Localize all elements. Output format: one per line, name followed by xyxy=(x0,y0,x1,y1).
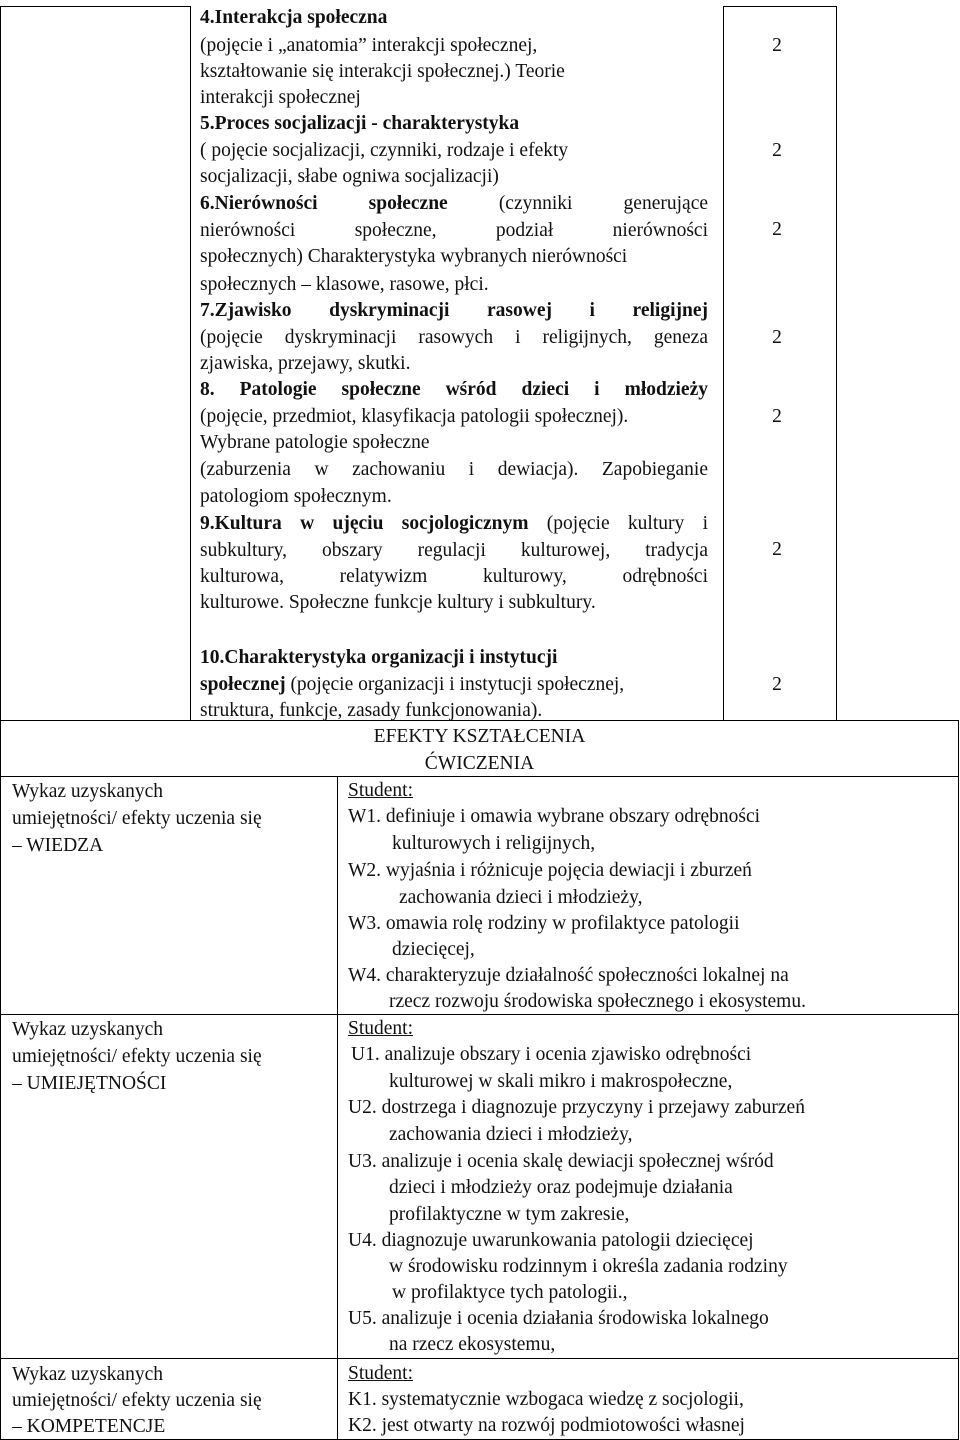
wiedza-effect-line: zachowania dzieci i młodzieży, xyxy=(399,887,643,908)
topic-4-line-1: 4.Interakcja społeczna xyxy=(200,7,388,28)
wiedza-effect-line: rzecz rozwoju środowiska społecznego i ekosystemu. xyxy=(389,991,806,1012)
effects-header-title: EFEKTY KSZTAŁCENIA xyxy=(373,726,586,747)
table-border-top-left xyxy=(0,6,190,7)
topic-8-line-3: Wybrane patologie społeczne xyxy=(200,432,430,453)
hours-col-divider-right xyxy=(836,6,837,720)
umiejetnosci-effect-line: U3. analizuje i ocenia skalę dewiacji społecznej wśród xyxy=(348,1151,774,1172)
topic-7-line-2: (pojęcie dyskryminacji rasowych i religijnych, geneza xyxy=(200,327,708,348)
table-border-top-right xyxy=(723,6,836,7)
table-border-right xyxy=(958,720,959,1440)
topic-8-line-4: (zaburzenia w zachowaniu i dewiacja). Zapobieganie xyxy=(200,459,708,480)
umiejetnosci-label-line-1: Wykaz uzyskanych xyxy=(12,1019,163,1040)
topic-10-line-2-rest: (pojęcie organizacji i instytucji społecznej, xyxy=(285,674,625,695)
topic-9-line-1-rest: (pojęcie kultury i xyxy=(528,513,708,534)
wiedza-label-line-2: umiejętności/ efekty uczenia się xyxy=(12,808,262,829)
table-border-left xyxy=(0,6,1,1440)
topic-6-line-1 xyxy=(200,191,708,217)
wiedza-label-line-3: – WIEDZA xyxy=(12,835,104,856)
topic-8-line-1: 8. Patologie społeczne wśród dzieci i młodzieży xyxy=(200,379,708,400)
kompetencje-effect-line: K2. jest otwarty na rozwój podmiotowości własnej xyxy=(348,1415,745,1436)
umiejetnosci-effect-line: U5. analizuje i ocenia działania środowiska lokalnego xyxy=(348,1308,769,1329)
topic-6-line-2: nierówności społeczne, podział nierówności xyxy=(200,220,708,241)
topic-4-hours: 2 xyxy=(772,35,782,56)
effects-header-subtitle: ĆWICZENIA xyxy=(424,753,535,774)
topic-5-line-2: ( pojęcie socjalizacji, czynniki, rodzaje i efekty xyxy=(200,140,569,161)
topic-5-line-1: 5.Proces socjalizacji - charakterystyka xyxy=(200,113,520,134)
topic-10-line-3: struktura, funkcje, zasady funkcjonowania). xyxy=(200,700,543,721)
wiedza-effect-line: W1. definiuje i omawia wybrane obszary odrębności xyxy=(348,806,761,827)
umiejetnosci-effect-line: kulturowej w skali mikro i makrospołeczne, xyxy=(389,1071,733,1092)
effects-col-divider xyxy=(337,776,338,1440)
topic-8-line-5: patologiom społecznym. xyxy=(200,486,392,507)
topic-6-line-4: społecznych – klasowe, rasowe, płci. xyxy=(200,274,489,295)
kompetencje-label-line-3: – KOMPETENCJE xyxy=(12,1416,166,1437)
topics-col-divider-left xyxy=(190,6,191,720)
umiejetnosci-student-heading: Student: xyxy=(348,1018,414,1039)
topic-10-hours: 2 xyxy=(772,674,782,695)
topic-9-title: 9.Kultura w ujęciu socjologicznym xyxy=(200,513,529,534)
topic-10-line-2-bold: społecznej xyxy=(200,674,286,695)
topic-6-title: 6.Nierówności społeczne xyxy=(200,193,448,214)
umiejetnosci-effect-line: dzieci i młodzieży oraz podejmuje działania xyxy=(389,1177,733,1198)
wiedza-label-line-1: Wykaz uzyskanych xyxy=(12,781,163,802)
kompetencje-effect-line: K1. systematycznie wzbogaca wiedzę z socjologii, xyxy=(348,1389,744,1410)
topic-6-line-3: społecznych) Charakterystyka wybranych nierówności xyxy=(200,246,628,267)
topic-10-line-2 xyxy=(200,672,624,698)
kompetencje-student-heading: Student: xyxy=(348,1363,414,1384)
topic-8-line-2: (pojęcie, przedmiot, klasyfikacja patologii społecznej). xyxy=(200,406,629,427)
topic-4-line-4: interakcji społecznej xyxy=(200,87,361,108)
topic-9-line-1 xyxy=(200,511,708,537)
row-divider-umiejetnosci xyxy=(0,1358,959,1359)
umiejetnosci-effect-line: zachowania dzieci i młodzieży, xyxy=(389,1124,633,1145)
topic-7-line-3: zjawiska, przejawy, skutki. xyxy=(200,353,411,374)
umiejetnosci-effect-line: na rzecz ekosystemu, xyxy=(389,1334,556,1355)
topic-9-line-4: kulturowe. Społeczne funkcje kultury i subkultury. xyxy=(200,592,596,613)
umiejetnosci-effect-line: U2. dostrzega i diagnozuje przyczyny i przejawy zaburzeń xyxy=(348,1097,805,1118)
wiedza-student-heading: Student: xyxy=(348,780,414,801)
topic-9-line-3: kulturowa, relatywizm kulturowy, odrębności xyxy=(200,566,708,587)
kompetencje-label-line-1: Wykaz uzyskanych xyxy=(12,1364,163,1385)
topic-8-hours: 2 xyxy=(772,406,782,427)
topic-6-hours: 2 xyxy=(772,219,782,240)
topic-4-line-3: kształtowanie się interakcji społecznej.) Teorie xyxy=(200,61,565,82)
wiedza-effect-line: W2. wyjaśnia i różnicuje pojęcia dewiacji i zburzeń xyxy=(348,860,752,881)
wiedza-effect-line: dziecięcej, xyxy=(392,939,475,960)
umiejetnosci-label-line-2: umiejętności/ efekty uczenia się xyxy=(12,1046,262,1067)
wiedza-effect-line: W3. omawia rolę rodziny w profilaktyce patologii xyxy=(348,913,740,934)
topic-7-hours: 2 xyxy=(772,327,782,348)
kompetencje-label-line-2: umiejętności/ efekty uczenia się xyxy=(12,1390,262,1411)
topic-4-line-2: (pojęcie i „anatomia” interakcji społecznej, xyxy=(200,35,538,56)
topic-9-hours: 2 xyxy=(772,539,782,560)
topic-6-line-1-rest: (czynniki generujące xyxy=(447,193,708,214)
umiejetnosci-effect-line: w profilaktyce tych patologii., xyxy=(392,1282,628,1303)
wiedza-effect-line: kulturowych i religijnych, xyxy=(392,833,596,854)
umiejetnosci-effect-line: profilaktyczne w tym zakresie, xyxy=(389,1204,630,1225)
topic-7-line-1: 7.Zjawisko dyskryminacji rasowej i religijnej xyxy=(200,300,708,321)
wiedza-effect-line: W4. charakteryzuje działalność społeczności lokalnej na xyxy=(348,965,789,986)
umiejetnosci-effect-line: U1. analizuje obszary i ocenia zjawisko odrębności xyxy=(351,1044,752,1065)
umiejetnosci-effect-line: w środowisku rodzinnym i określa zadania rodziny xyxy=(389,1256,788,1277)
umiejetnosci-label-line-3: – UMIEJĘTNOŚCI xyxy=(12,1073,167,1094)
hours-col-divider xyxy=(723,6,724,720)
topic-5-line-3: socjalizacji, słabe ogniwa socjalizacji) xyxy=(200,166,499,187)
umiejetnosci-effect-line: U4. diagnozuje uwarunkowania patologii dziecięcej xyxy=(348,1230,754,1251)
topic-10-line-1: 10.Charakterystyka organizacji i instytucji xyxy=(200,647,558,668)
topic-9-line-2: subkultury, obszary regulacji kulturowej, tradycja xyxy=(200,540,708,561)
topic-5-hours: 2 xyxy=(772,140,782,161)
